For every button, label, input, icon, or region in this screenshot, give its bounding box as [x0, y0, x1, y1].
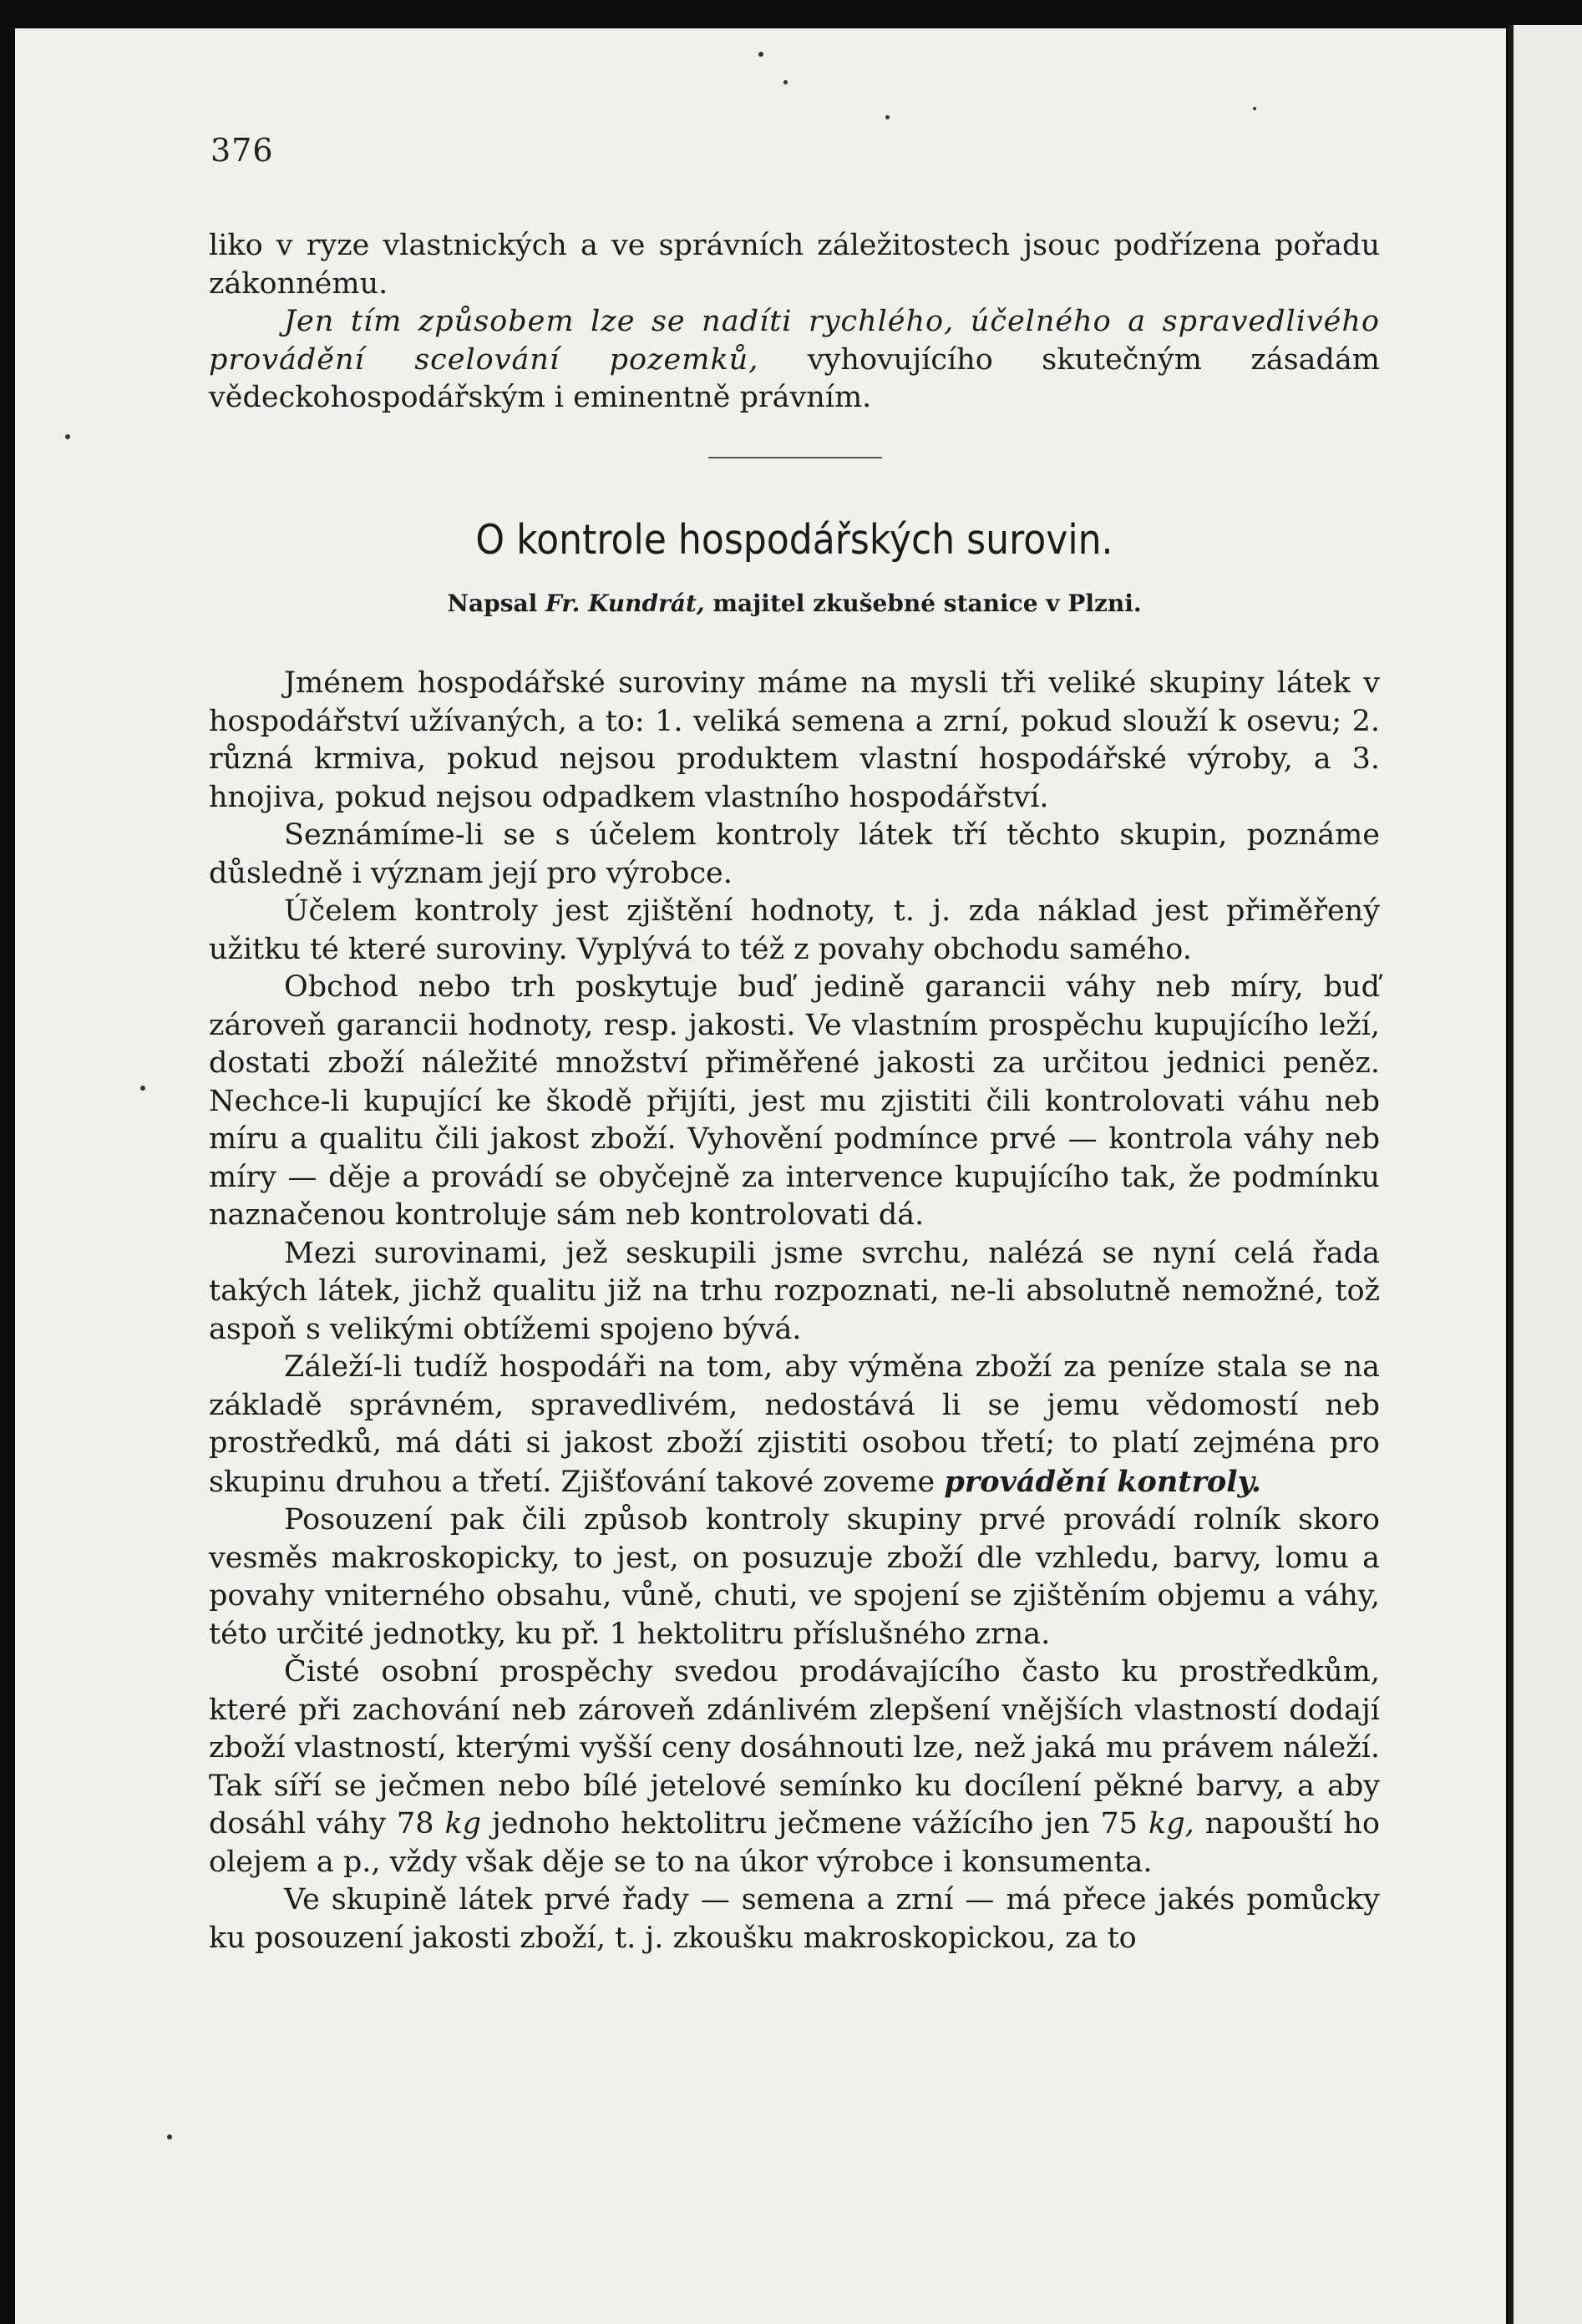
body-paragraph-8	[209, 1653, 1380, 1881]
intro-text	[209, 227, 1380, 418]
scan-speck	[167, 2134, 172, 2139]
body-paragraph-4: Obchod nebo trh poskytuje buď jedině garancii váhy neb míry, buď zároveň garancii hodnoty, resp. jakosti. Ve vlastním prospěchu kupujícího leží, dostati zboží náležité množství přiměřené jakosti za určitou jednici peněz. Nechce-li kupující ke škodě přijíti, jest mu zjistiti čili kontrolovati váhu neb míru a qualitu čili jakost zboží. Vyhovění podmínce prvé — kontrola váhy neb míry — děje a provádí se obyčejně za intervence kupujícího tak, že podmínku naznačenou kontroluje sám neb kontrolovati dá.	[209, 970, 1380, 1232]
body-paragraph-6-text: Záleží-li tudíž hospodáři na tom, aby výměna zboží za peníze stala se na základě správném, spravedlivém, nedostává li se jemu vědomostí neb prostředků, má dáti si jakost zboží zjistiti osobou třetí; to platí zejména pro skupinu druhou a třetí. Zjišťování takové zoveme	[209, 1350, 1380, 1499]
byline	[209, 590, 1380, 617]
page-number: 376	[210, 132, 274, 169]
scan-speck	[65, 434, 70, 439]
body-paragraph-2: Seznámíme-li se s účelem kontroly látek tří těchto skupin, poznáme důsledně i význam její pro výrobce.	[209, 818, 1380, 890]
scan-speck	[758, 52, 763, 57]
byline-suffix: majitel zkušebné stanice v Plzni.	[704, 590, 1142, 617]
body-paragraph-6-emphasis: provádění kontroly.	[944, 1464, 1262, 1499]
scan-speck	[885, 115, 890, 119]
body-paragraph-1: Jménem hospodářské suroviny máme na mysli tři veliké skupiny látek v hospodářství užívaných, a to: 1. veliká semena a zrní, pokud slouží k osevu; 2. různá krmiva, pokud nejsou produktem vlastní hospodářské výroby, a 3. hnojiva, pokud nejsou odpadkem vlastního hospodářství.	[209, 666, 1380, 814]
scan-speck	[1253, 107, 1256, 110]
section-separator	[708, 457, 882, 458]
body-paragraph-3: Účelem kontroly jest zjištění hodnoty, t. j. zda náklad jest přiměřený užitku té které suroviny. Vyplývá to též z povahy obchodu samého.	[209, 894, 1380, 966]
body-paragraph-8-c: napouští ho olejem a p., vždy však děje se to na úkor výrobce i konsumenta.	[209, 1807, 1380, 1879]
article-title: O kontrole hospodářských surovin.	[475, 516, 1113, 564]
scan-speck	[140, 1086, 145, 1091]
body-paragraph-8-b: jednoho hektolitru ječmene vážícího jen 75	[481, 1807, 1149, 1840]
intro-emphasis: Jen tím způsobem lze se nadíti rychlého, účelného a spravedlivého provádění scelování pozemků,	[209, 305, 1380, 377]
byline-prefix: Napsal	[447, 590, 545, 617]
intro-paragraph-1: liko v ryze vlastnických a ve správních záležitostech jsouc podřízena pořadu zákonnému.	[209, 229, 1380, 301]
body-paragraph-6	[209, 1349, 1380, 1501]
intro-rest: vyhovujícího skutečným zásadám vědeckohospodářským i eminentně právním.	[209, 342, 1381, 414]
adjacent-page-edge	[1508, 25, 1582, 2324]
byline-author: Fr. Kundrát,	[545, 590, 705, 617]
intro-paragraph-2	[209, 303, 1380, 418]
body-paragraph-9: Ve skupině látek prvé řady — semena a zrní — má přece jakés pomůcky ku posouzení jakosti zboží, t. j. zkoušku makroskopickou, za to	[209, 1883, 1380, 1955]
article-body	[209, 665, 1380, 1957]
scan-speck	[783, 80, 788, 84]
unit-kg-1: kg	[444, 1807, 482, 1840]
body-paragraph-7: Posouzení pak čili způsob kontroly skupiny prvé provádí rolník skoro vesměs makroskopicky, to jest, on posuzuje zboží dle vzhledu, barvy, lomu a povahy vniterného obsahu, vůně, chuti, ve spojení se zjištěním objemu a váhy, této určité jednotky, ku př. 1 hektolitru příslušného zrna.	[209, 1503, 1380, 1651]
unit-kg-2: kg,	[1148, 1807, 1194, 1840]
body-paragraph-8-a: Čisté osobní prospěchy svedou prodávajícího často ku prostředkům, které při zachování neb zároveň zdánlivém zlepšení vnějších vlastností dodají zboží vlastností, kterými vyšší ceny dosáhnouti lze, než jaká mu právem náleží. Tak síří se ječmen nebo bílé jetelové semínko ku docílení pěkné barvy, a aby dosáhl váhy 78	[209, 1655, 1380, 1840]
body-paragraph-5: Mezi surovinami, jež seskupili jsme svrchu, nalézá se nyní celá řada takých látek, jichž qualitu již na trhu rozpoznati, ne-li absolutně nemožné, tož aspoň s velikými obtížemi spojeno bývá.	[209, 1236, 1380, 1346]
